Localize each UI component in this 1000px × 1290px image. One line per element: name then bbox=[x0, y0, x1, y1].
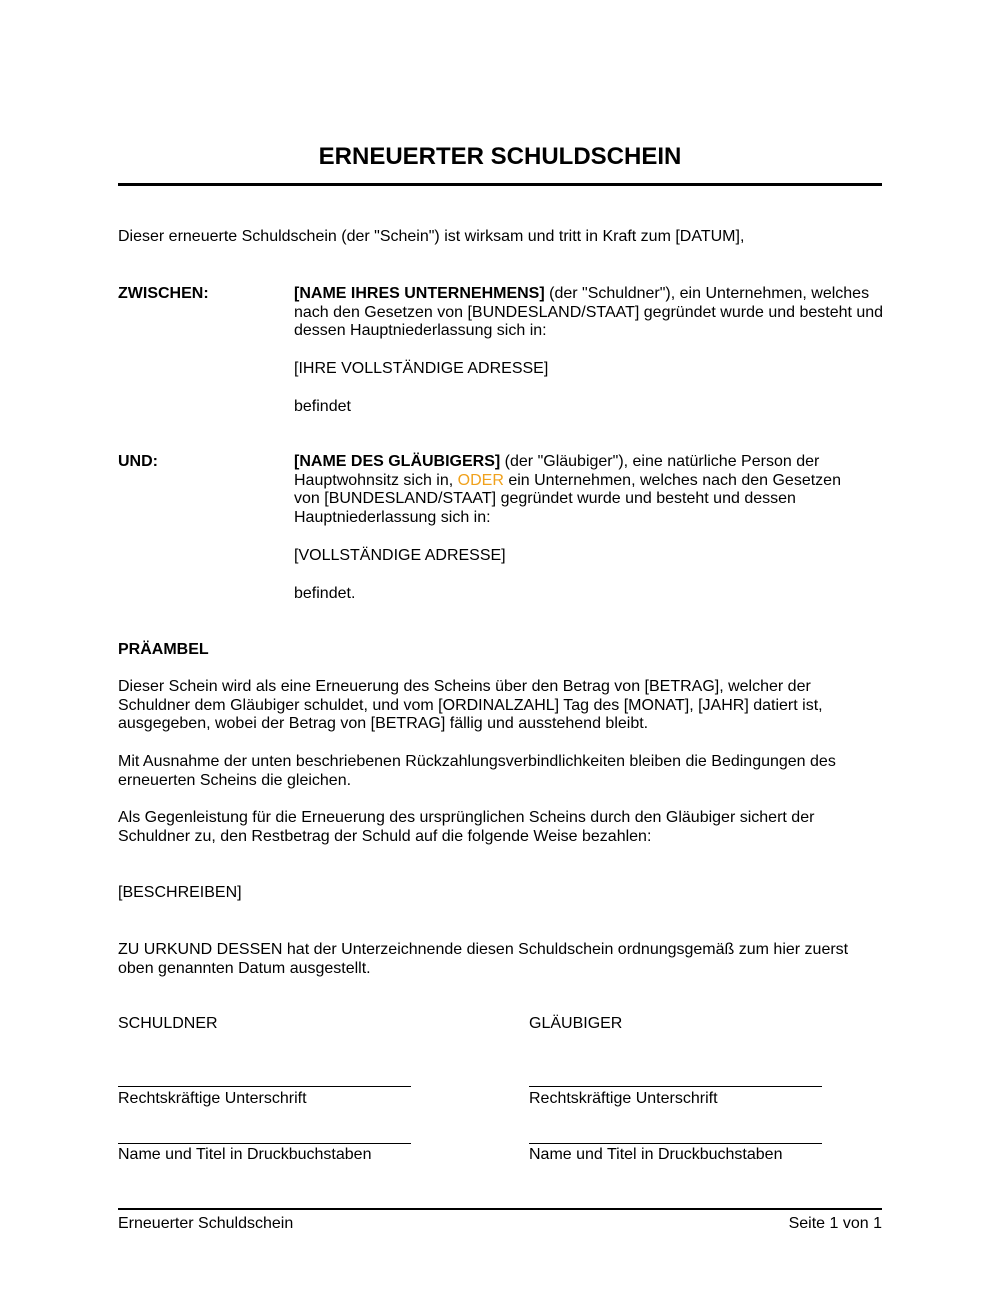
debtor-heading: SCHULDNER bbox=[118, 1015, 218, 1032]
creditor-description-2: ein Unternehmen, welches nach den Gesetzen von [BUNDESLAND/STAAT] gegründet wurde und besteht und dessen Hauptniederlassung sich in: bbox=[294, 471, 841, 526]
between-party-text bbox=[294, 285, 884, 341]
title-divider bbox=[118, 183, 882, 186]
creditor-heading: GLÄUBIGER bbox=[529, 1015, 623, 1032]
debtor-name-line bbox=[118, 1143, 411, 1144]
creditor-name-placeholder: [NAME DES GLÄUBIGERS] bbox=[294, 453, 501, 470]
debtor-address: [IHRE VOLLSTÄNDIGE ADRESSE] bbox=[294, 360, 549, 377]
preamble-paragraph-1: Dieser Schein wird als eine Erneuerung des Scheins über den Betrag von [BETRAG], welcher der Schuldner dem Gläubiger schuldet, und vom [ORDINALZAHL] Tag des [MONAT], [JAHR] datiert ist, ausgegeben, wobei der Betrag von [BETRAG] fällig und ausstehend bleibt. bbox=[118, 678, 823, 733]
debtor-description: (der "Schuldner"), ein Unternehmen, welches nach den Gesetzen von [BUNDESLAND/STAAT] gegründet wurde und besteht und dessen Hauptniederlassung sich in: bbox=[294, 285, 884, 340]
between-label: ZWISCHEN: bbox=[118, 285, 209, 302]
and-party-text bbox=[294, 453, 869, 527]
creditor-signature-line bbox=[529, 1086, 822, 1087]
creditor-address: [VOLLSTÄNDIGE ADRESSE] bbox=[294, 547, 506, 564]
preamble-heading: PRÄAMBEL bbox=[118, 641, 209, 658]
preamble-paragraph-3: Als Gegenleistung für die Erneuerung des ursprünglichen Scheins durch den Gläubiger sichert der Schuldner zu, den Restbetrag der Schuld auf die folgende Weise bezahlen: bbox=[118, 809, 815, 845]
and-label: UND: bbox=[118, 453, 158, 470]
intro-paragraph: Dieser erneuerte Schuldschein (der "Schein") ist wirksam und tritt in Kraft zum [DATUM], bbox=[118, 228, 745, 245]
preamble-paragraph-2: Mit Ausnahme der unten beschriebenen Rückzahlungsverbindlichkeiten bleiben die Bedingungen des erneuerten Scheins die gleichen. bbox=[118, 753, 836, 789]
creditor-name-label: Name und Titel in Druckbuchstaben bbox=[529, 1146, 783, 1163]
creditor-located: befindet. bbox=[294, 585, 356, 602]
debtor-name-placeholder: [NAME IHRES UNTERNEHMENS] bbox=[294, 285, 545, 302]
footer-page-number: Seite 1 von 1 bbox=[788, 1215, 882, 1232]
describe-placeholder: [BESCHREIBEN] bbox=[118, 884, 242, 901]
creditor-name-line bbox=[529, 1143, 822, 1144]
witness-paragraph: ZU URKUND DESSEN hat der Unterzeichnende diesen Schuldschein ordnungsgemäß zum hier zuerst oben genannten Datum ausgestellt. bbox=[118, 941, 849, 977]
debtor-name-label: Name und Titel in Druckbuchstaben bbox=[118, 1146, 372, 1163]
creditor-description-1: (der "Gläubiger"), eine natürliche Person der Hauptwohnsitz sich in, bbox=[294, 453, 820, 489]
oder-highlight: ODER bbox=[457, 471, 504, 489]
debtor-signature-line bbox=[118, 1086, 411, 1087]
creditor-signature-label: Rechtskräftige Unterschrift bbox=[529, 1090, 718, 1107]
footer-divider bbox=[118, 1208, 882, 1210]
document-title: ERNEUERTER SCHULDSCHEIN bbox=[318, 143, 682, 170]
debtor-signature-label: Rechtskräftige Unterschrift bbox=[118, 1090, 307, 1107]
debtor-located: befindet bbox=[294, 398, 351, 415]
footer-document-name: Erneuerter Schuldschein bbox=[118, 1215, 294, 1232]
